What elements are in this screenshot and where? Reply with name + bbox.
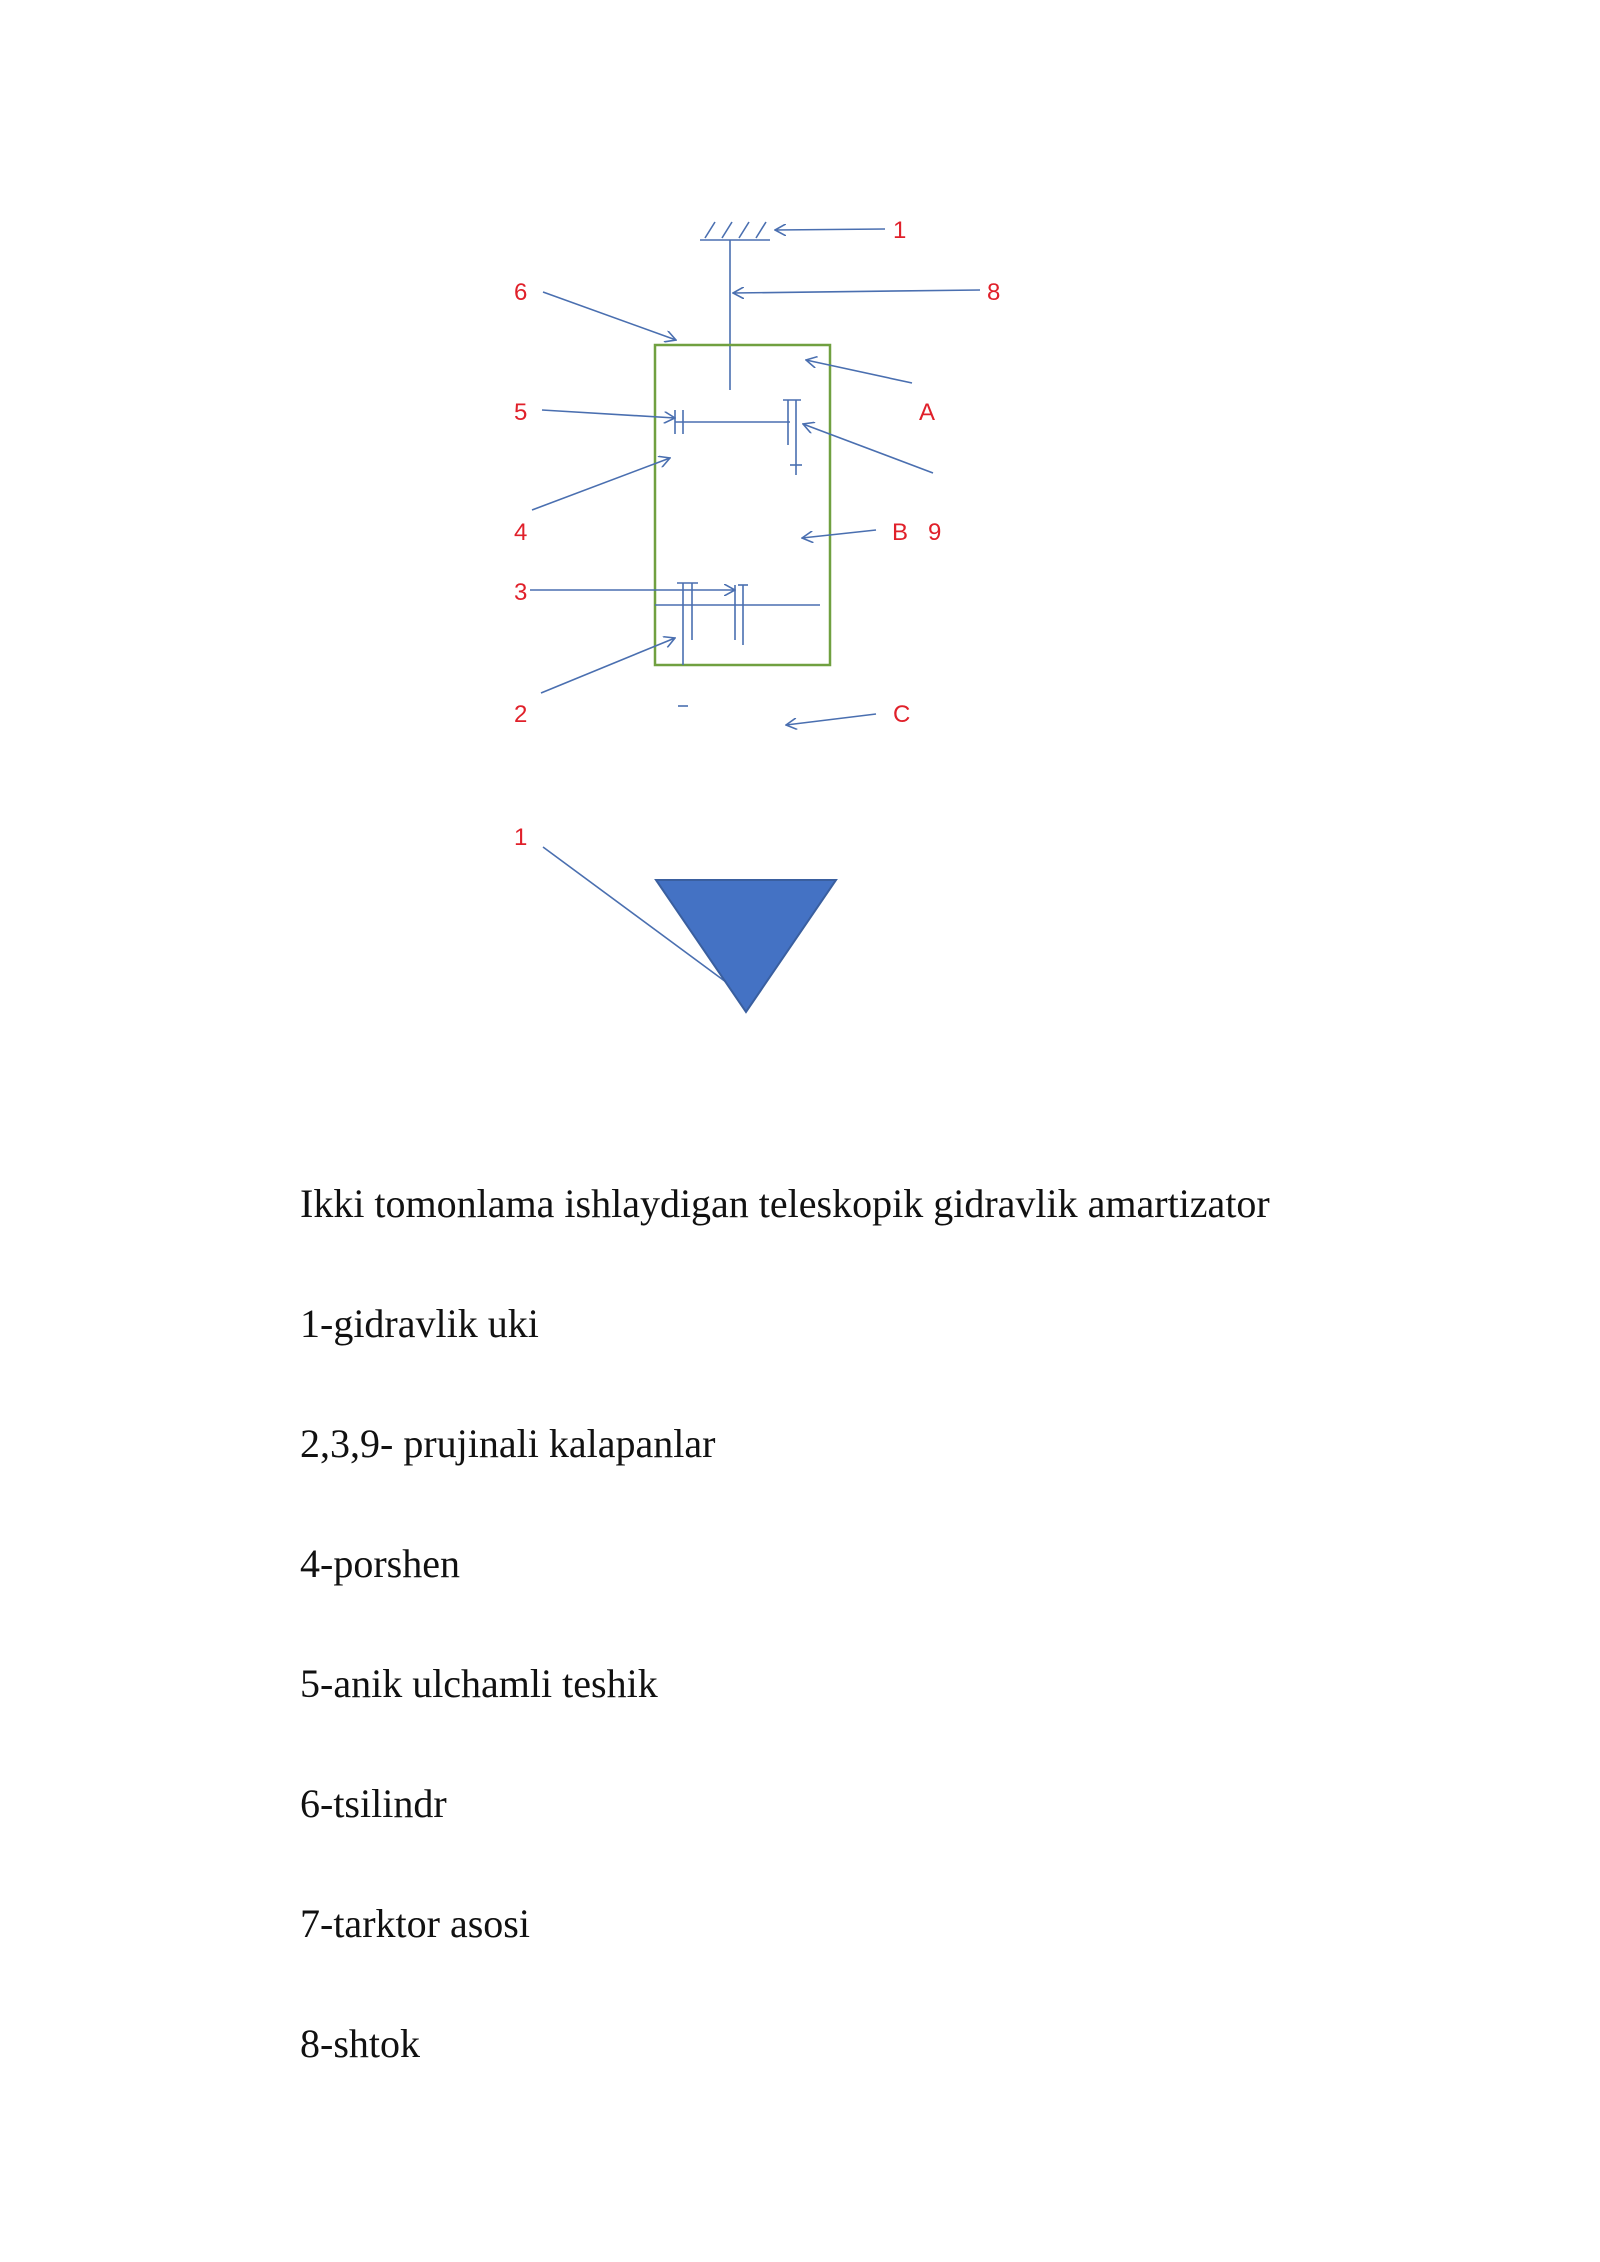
- label-2: 2: [514, 701, 528, 728]
- label-3: 3: [514, 579, 528, 606]
- label-8: 8: [987, 279, 1001, 306]
- label-4: 4: [514, 519, 528, 546]
- shock-absorber-diagram: [0, 0, 1600, 1100]
- arrow-B: [802, 530, 876, 538]
- arrow-C: [786, 714, 876, 725]
- leader-arrows: [530, 229, 980, 985]
- label-1-top: 1: [893, 217, 907, 244]
- legend-item: 1-gidravlik uki: [300, 1301, 539, 1346]
- arrow-A: [806, 360, 912, 383]
- legend-item: 2,3,9- prujinali kalapanlar: [300, 1421, 716, 1466]
- legend-item: 4-porshen: [300, 1541, 460, 1586]
- orifice-assembly: [675, 400, 802, 475]
- label-1-bottom: 1: [514, 824, 528, 851]
- arrow-A-lower: [803, 424, 933, 473]
- legend-item: 8-shtok: [300, 2021, 420, 2066]
- label-A: A: [919, 399, 936, 426]
- valve-assembly: [655, 583, 820, 665]
- label-9: 9: [928, 519, 942, 546]
- label-5: 5: [514, 399, 528, 426]
- arrow-4: [532, 458, 670, 510]
- arrow-1-top: [775, 229, 885, 230]
- legend-item: 6-tsilindr: [300, 1781, 447, 1826]
- label-6: 6: [514, 279, 528, 306]
- caption-title: Ikki tomonlama ishlaydigan teleskopik gidravlik amartizator: [300, 1181, 1270, 1226]
- label-C: C: [893, 701, 911, 728]
- arrow-6: [543, 292, 676, 340]
- legend-item: 5-anik ulchamli teshik: [300, 1661, 658, 1706]
- label-B: B: [892, 519, 909, 546]
- base-triangle: [656, 880, 836, 1012]
- legend-item: 7-tarktor asosi: [300, 1901, 530, 1946]
- mount-hatch: [700, 222, 770, 240]
- arrow-8: [733, 290, 980, 293]
